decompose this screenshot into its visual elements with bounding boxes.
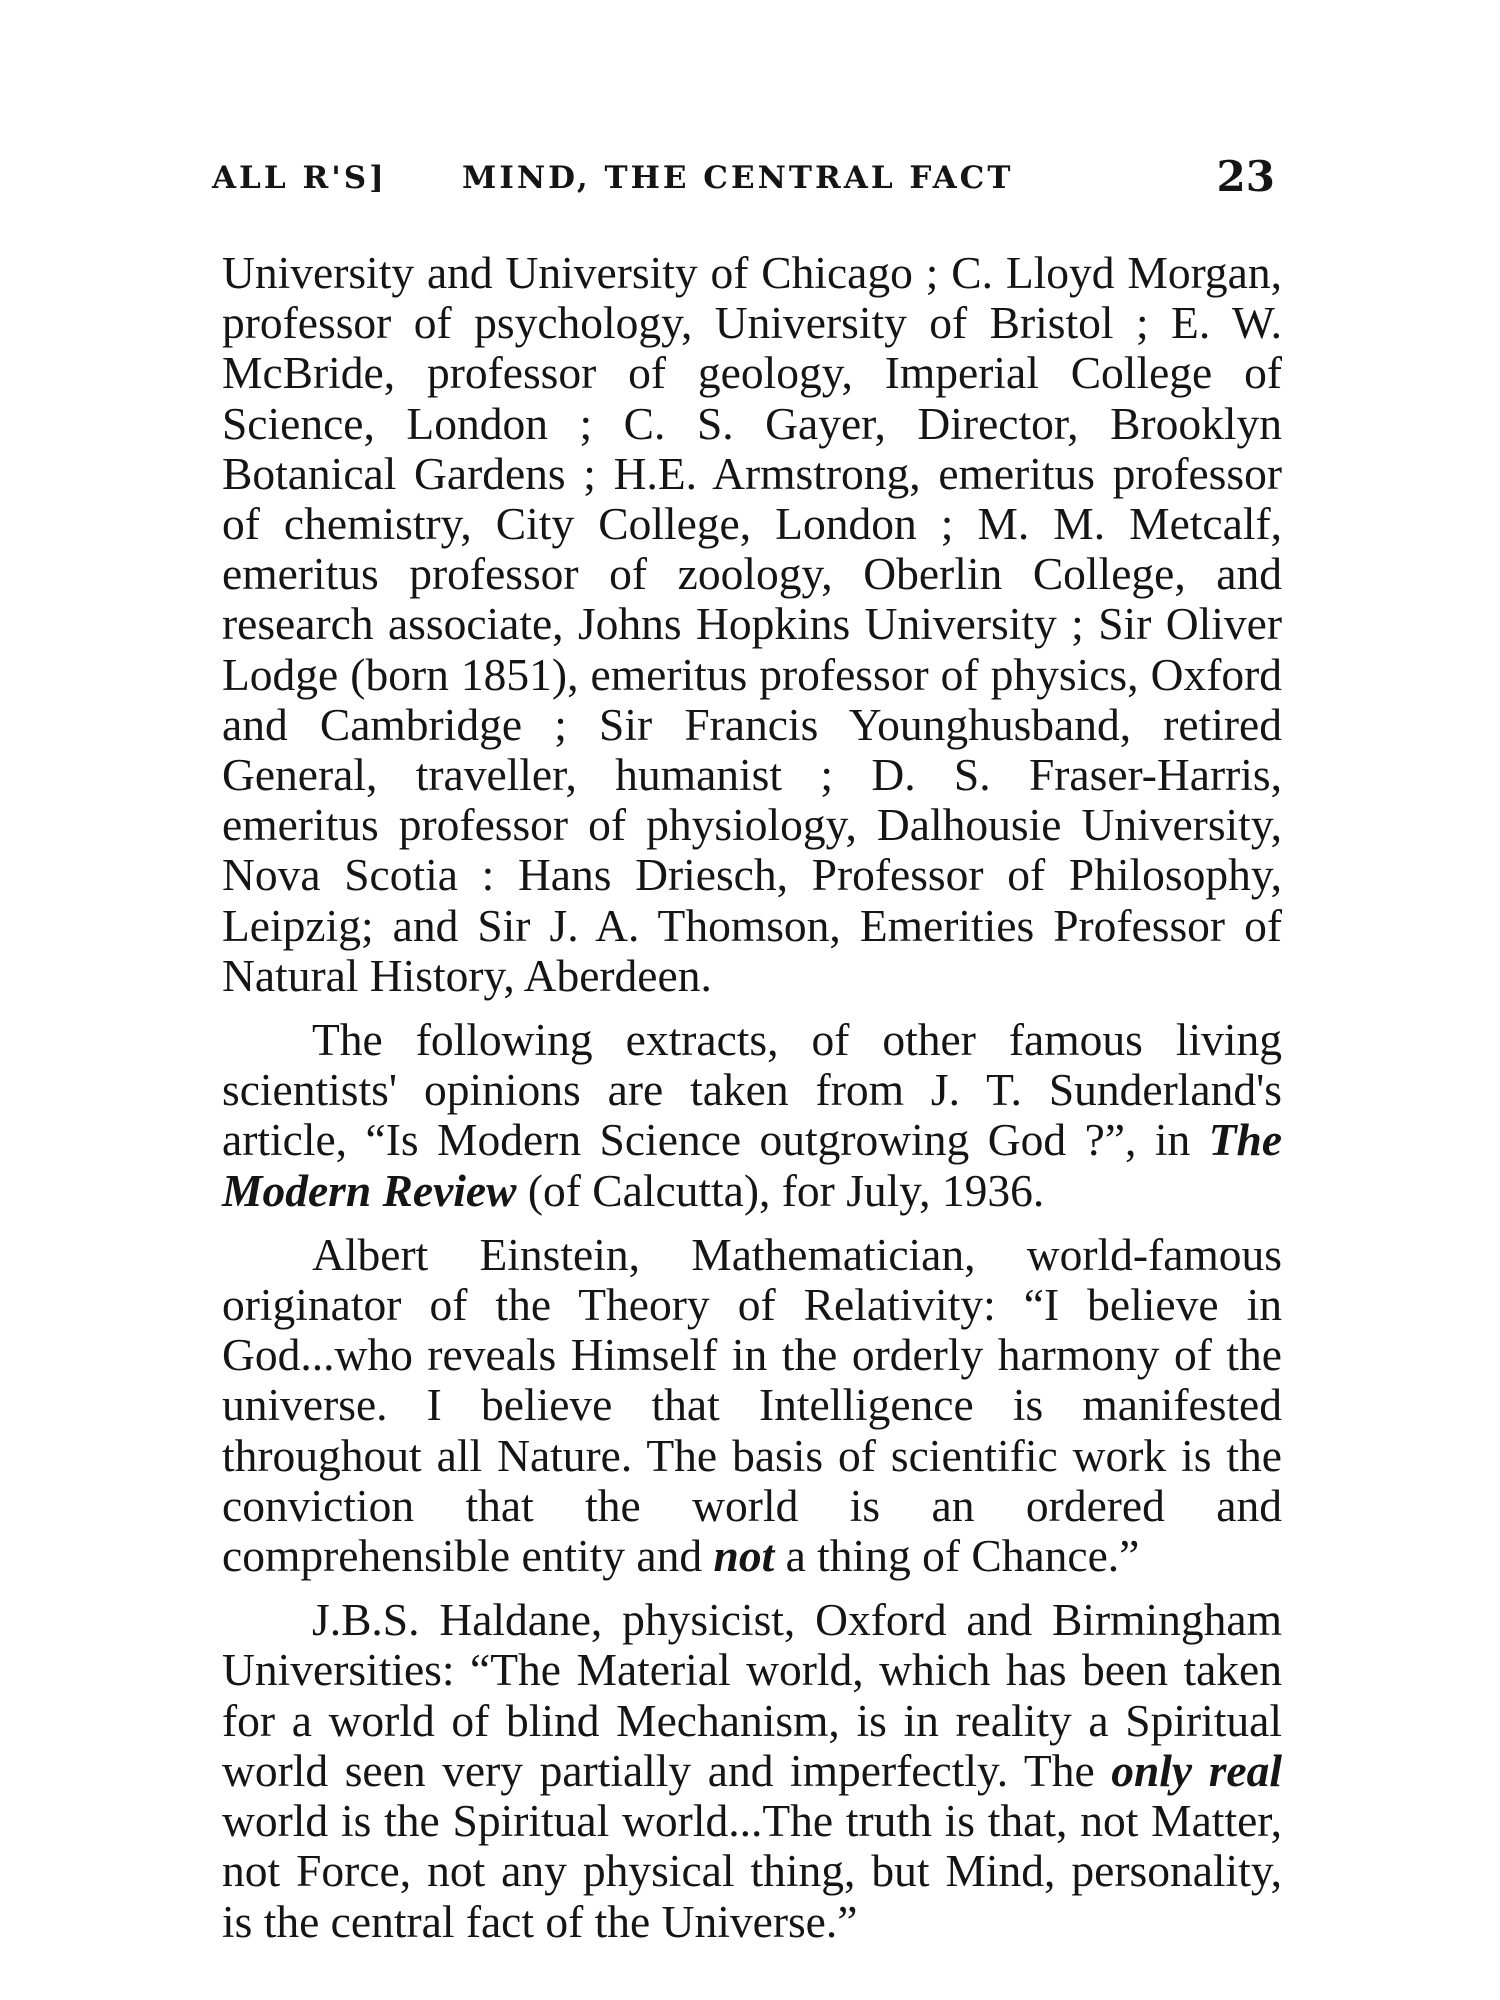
haldane-emphasis: only real xyxy=(1111,1744,1282,1796)
running-head-title: MIND, THE CENTRAL FACT xyxy=(462,160,1014,196)
paragraph-scientist-list: University and University of Chicago ; C. Lloyd Morgan, professor of psychology, University of Bristol ; E. W. McBride, professor of geology, Imperial College of Science, London ; C. S. Gayer, Director, Brooklyn Botanical Gardens ; H.E. Armstrong, emeritus professor of chemistry, City College, London ; M. M. Metcalf, emeritus professor of zoology, Oberlin College, and research associate, Johns Hopkins University ; Sir Oliver Lodge (born 1851), emeritus professor of physics, Oxford and Cambridge ; Sir Francis Younghusband, retired General, traveller, humanist ; D. S. Fraser-Harris, emeritus professor of physiology, Dalhousie University, Nova Scotia : Hans Driesch, Professor of Philosophy, Leipzig; and Sir J. A. Thomson, Emerities Professor of Natural History, Aberdeen. xyxy=(222,247,1282,1001)
paragraph-haldane-quote xyxy=(222,1595,1282,1946)
body-text xyxy=(222,248,1282,1947)
paragraph-sunderland-text: The following extracts, of other famous living scientists' opinions are taken from J. T. Sunderland's article, “Is Modern Science outgrowing God ?”, in xyxy=(222,1014,1282,1166)
running-head xyxy=(212,152,1275,212)
running-head-section: ALL R'S] xyxy=(212,160,387,196)
paragraph-sunderland-intro xyxy=(222,1015,1282,1216)
haldane-quote-end: world is the Spiritual world...The truth is that, not Matter, not Force, not any physical thing, but Mind, personality, is the central fact of the Universe.” xyxy=(222,1795,1282,1947)
einstein-quote-text: Albert Einstein, Mathematician, world-famous originator of the Theory of Relativity: “I believe in God...who reveals Himself in the orderly harmony of the universe. I believe that Intelligence is manifested throughout all Nature. The basis of scientific work is the conviction that the world is an ordered and comprehensible entity and xyxy=(222,1228,1282,1582)
page-number: 23 xyxy=(1216,152,1275,201)
einstein-emphasis: not xyxy=(713,1530,775,1582)
haldane-quote-text: J.B.S. Haldane, physicist, Oxford and Birmingham Universities: “The Material world, which has been taken for a world of blind Mechanism, is in reality a Spiritual world seen very partially and imperfectly. The xyxy=(222,1594,1282,1796)
paragraph-einstein-quote xyxy=(222,1230,1282,1581)
journal-title: The Modern Review xyxy=(222,1114,1283,1216)
paragraph-sunderland-date: (of Calcutta), for July, 1936. xyxy=(527,1164,1045,1216)
einstein-quote-end: a thing of Chance.” xyxy=(785,1530,1140,1582)
